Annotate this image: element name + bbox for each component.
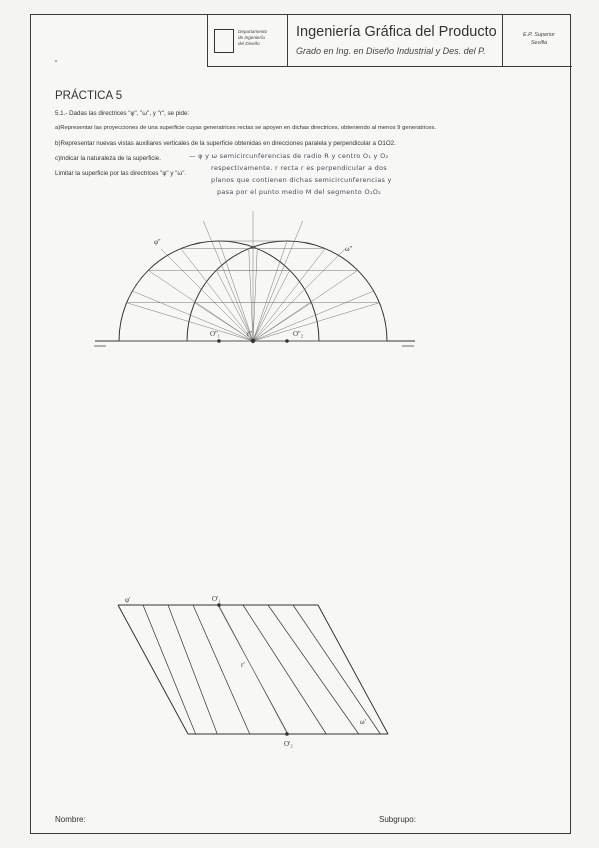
r-label-top: r'' [247, 330, 252, 338]
handwritten-note-3: planos que contienen dichas semicircunferencias y [211, 176, 392, 184]
statement-b: b)Representar nuevas vistas auxiliares verticales de la superficie obtenidas en direcciones paralela y perpendicular a O1O2. [55, 140, 396, 147]
omega-label-bottom: ω' [360, 718, 366, 726]
name-label: Nombre: [55, 815, 86, 824]
r-point [251, 339, 254, 342]
handwritten-note-2: respectivamente. r recta r es perpendicular a dos [211, 164, 387, 172]
degree-subtitle: Grado en Ing. en Diseño Industrial y Des. del P. [296, 46, 486, 56]
sheet-mark [55, 60, 57, 62]
r-label-bottom: r' [241, 661, 245, 669]
statement-a: a)Representar las proyecciones de una superficie cuyas generatrices rectas se apoyen en dichas directrices, obteniendo al menos 9 generatrices. [55, 125, 437, 131]
omega-label-top: ω'' [345, 245, 353, 253]
plan-generatrix [293, 605, 380, 734]
school-name: E.P. Superior Sevilla [522, 32, 555, 46]
o2-label-top: O''₂ [293, 330, 304, 338]
generatrix-omega [253, 270, 358, 341]
plan-generatrix [268, 605, 359, 734]
phi-label-bottom: φ' [125, 596, 131, 604]
generatrix-phi [219, 241, 253, 341]
plan-view [118, 604, 388, 736]
ray-extension [253, 291, 373, 341]
o1-label-top: O''₁ [210, 330, 221, 338]
ray-extension [253, 221, 303, 341]
ray-extension [133, 291, 253, 341]
generatrix-phi [253, 270, 290, 341]
statement-limit: Limitar la superficie por las directrices "φ" y "ω". [55, 170, 187, 177]
logo-line-3: del Diseño [238, 41, 260, 46]
generatrix-phi [253, 249, 257, 341]
o2-plan-point [286, 733, 289, 736]
o2-label-bottom: O'₂ [284, 740, 293, 748]
generatrix-omega [253, 249, 325, 341]
elevation-view [94, 211, 415, 346]
plan-generatrix [318, 605, 388, 734]
handwritten-note-4: pasa por el punto medio M del segmento O₁O₂ [217, 188, 382, 196]
ray-extension [203, 221, 253, 341]
o1-label-bottom: O'₁ [212, 595, 221, 603]
generatrix-phi [181, 249, 253, 341]
plan-generatrix [118, 605, 188, 734]
r-plan-line [219, 605, 287, 734]
elevation-generatrices [119, 211, 387, 341]
plan-generatrix [193, 605, 250, 734]
logo-line-2: de Ingeniería [238, 35, 265, 40]
o2-point [286, 340, 289, 343]
phi-label-top: φ'' [154, 238, 161, 246]
generatrix-omega [195, 303, 253, 341]
plan-generatrix [143, 605, 196, 734]
subgroup-label: Subgrupo: [379, 815, 416, 824]
practice-title: PRÁCTICA 5 [55, 90, 123, 102]
plan-generatrix [168, 605, 217, 734]
statement-c: c)Indicar la naturaleza de la superficie. [55, 155, 161, 162]
statement-intro: 5.1.- Dadas las directrices "φ", "ω", y "r", se pide: [55, 110, 190, 117]
generatrix-phi [148, 270, 253, 341]
generatrix-omega [253, 241, 287, 341]
o1-plan-point [218, 604, 221, 607]
generatrix-omega [249, 249, 253, 341]
course-title: Ingeniería Gráfica del Producto [296, 24, 497, 40]
o1-point [218, 340, 221, 343]
handwritten-note-1: — φ y ω semicircunferencias de radio R y centro O₁ y O₂ [189, 152, 389, 160]
logo-line-1: Departamento [238, 29, 268, 34]
